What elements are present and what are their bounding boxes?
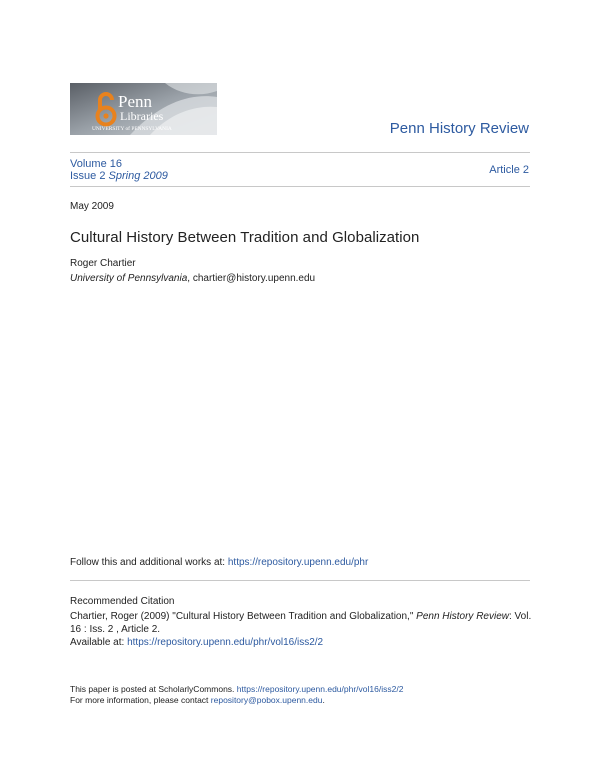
posted-link[interactable]: https://repository.upenn.edu/phr/vol16/iss2/2	[236, 684, 404, 694]
posted-text: This paper is posted at ScholarlyCommons.	[70, 684, 237, 694]
publication-date: May 2009	[70, 201, 114, 212]
journal-title[interactable]: Penn History Review	[389, 120, 529, 137]
citation-text-before: Chartier, Roger (2009) "Cultural History Between Tradition and Globalization,"	[70, 611, 417, 622]
penn-libraries-logo-graphic	[70, 83, 217, 135]
citation-journal: Penn History Review	[416, 611, 509, 622]
author-name: Roger Chartier	[70, 258, 136, 269]
article-number-link[interactable]: Article 2	[489, 164, 529, 176]
issue-link[interactable]: Issue 2	[70, 170, 106, 182]
divider-mid	[70, 186, 530, 187]
article-title: Cultural History Between Tradition and Globalization	[70, 229, 420, 246]
follow-link[interactable]: https://repository.upenn.edu/phr	[227, 557, 369, 568]
issue-season[interactable]: Spring 2009	[108, 170, 168, 182]
author-email: , chartier@history.upenn.edu	[187, 273, 316, 284]
follow-line	[70, 557, 368, 568]
penn-libraries-logo	[70, 83, 217, 135]
contact-text: For more information, please contact	[70, 695, 211, 705]
logo-penn-text: Penn	[118, 92, 152, 111]
contact-line	[70, 695, 403, 706]
logo-libraries-text: Libraries	[120, 109, 164, 123]
author-affiliation	[70, 273, 315, 284]
recommended-citation-text	[70, 610, 532, 649]
issue-line[interactable]	[70, 170, 168, 182]
volume-issue-block	[70, 158, 168, 182]
citation-text-after: : Vol. 16 : Iss. 2 , Article 2.	[70, 611, 532, 635]
follow-text: Follow this and additional works at:	[70, 557, 228, 568]
recommended-citation-heading: Recommended Citation	[70, 596, 175, 607]
divider-bottom	[70, 580, 530, 581]
volume-link[interactable]: Volume 16	[70, 158, 122, 170]
contact-end: .	[322, 695, 325, 705]
divider-top	[70, 152, 530, 153]
available-label: Available at:	[70, 637, 128, 648]
logo-university-text: UNIVERSITY of PENNSYLVANIA	[92, 126, 172, 132]
contact-email-link[interactable]: repository@pobox.upenn.edu	[210, 695, 323, 705]
available-link[interactable]: https://repository.upenn.edu/phr/vol16/iss2/2	[127, 637, 324, 648]
posted-line	[70, 684, 403, 695]
posted-footer	[70, 684, 403, 706]
affiliation-name: University of Pennsylvania	[70, 273, 188, 284]
